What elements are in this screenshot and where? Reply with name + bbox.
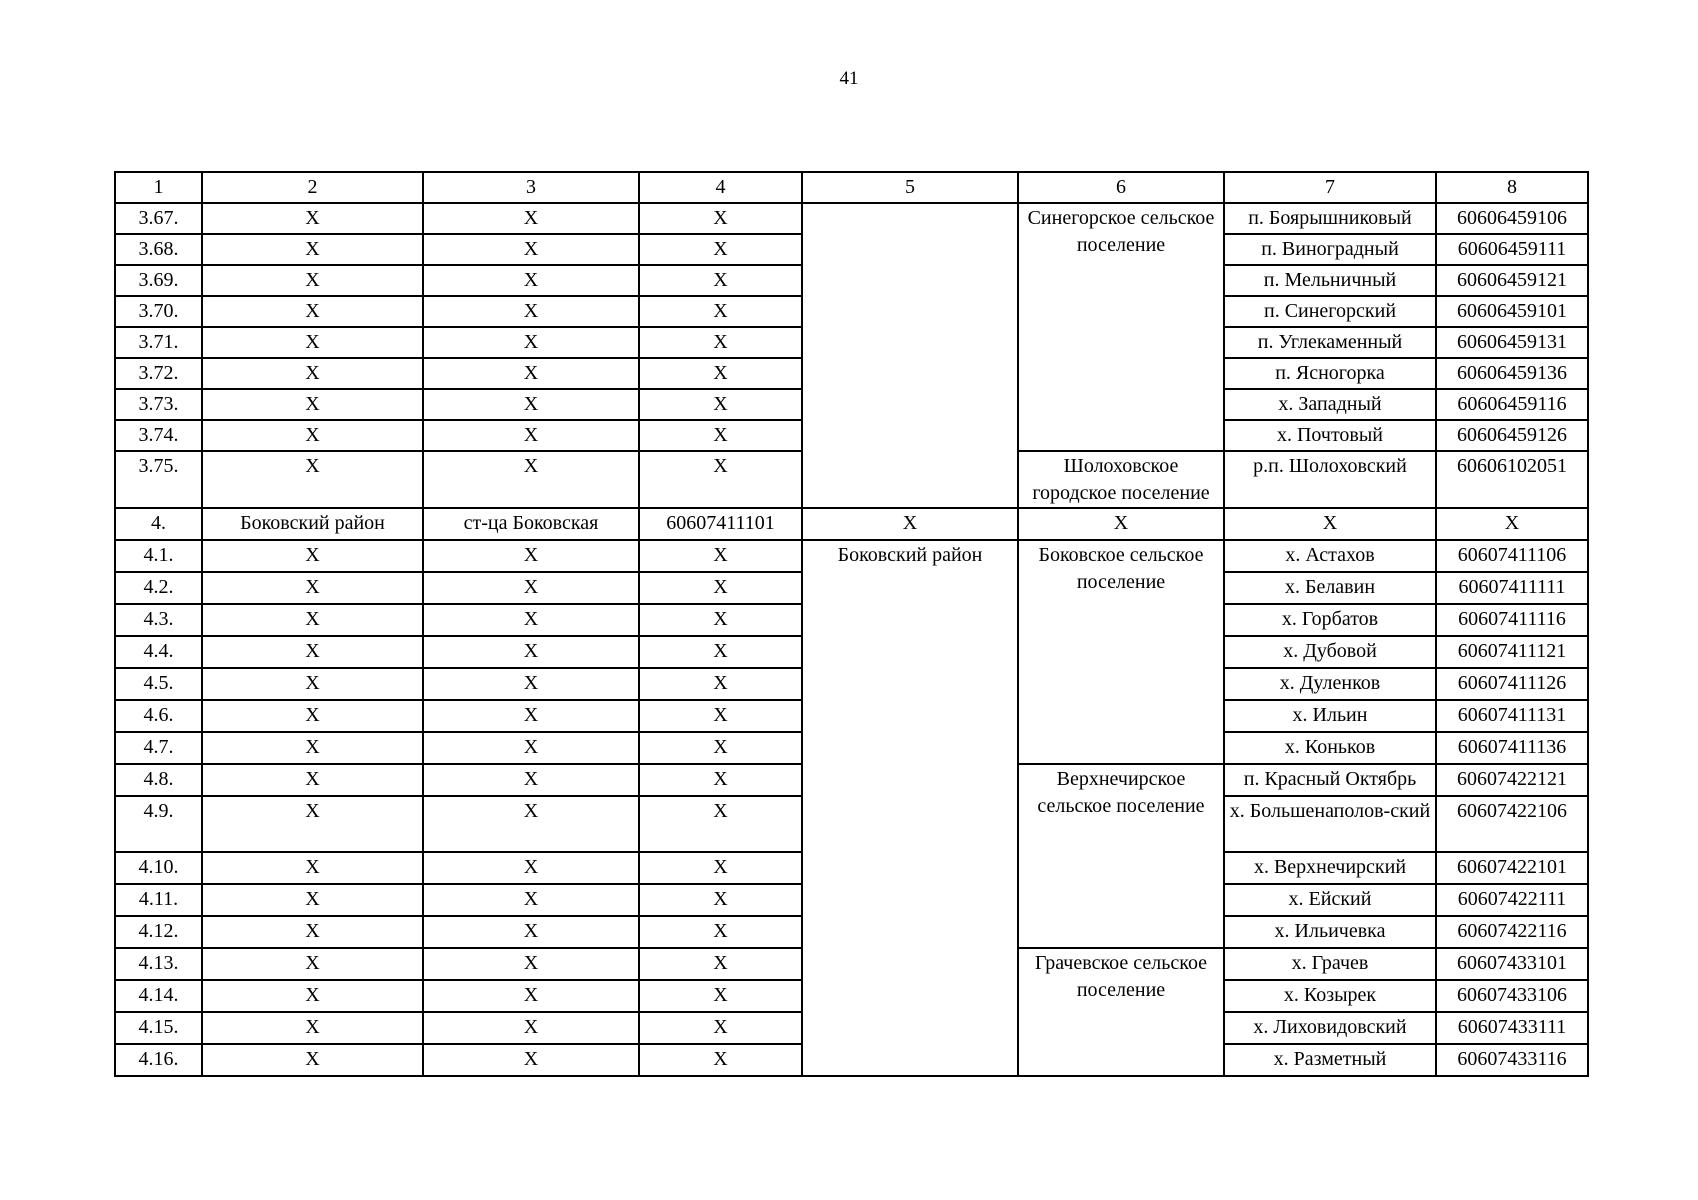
row-number: 4.2. bbox=[115, 572, 202, 604]
locality-cell: х. Ильин bbox=[1224, 700, 1436, 732]
district-row bbox=[115, 508, 1588, 540]
x-mark: Х bbox=[423, 764, 639, 796]
locality-cell: х. Белавин bbox=[1224, 572, 1436, 604]
x-mark: Х bbox=[639, 234, 802, 265]
locality-cell: п. Углекаменный bbox=[1224, 327, 1436, 358]
x-mark: Х bbox=[423, 796, 639, 852]
x-mark: Х bbox=[202, 540, 423, 572]
x-mark: Х bbox=[639, 1044, 802, 1076]
x-mark: Х bbox=[639, 389, 802, 420]
locality-cell: п. Ясногорка bbox=[1224, 358, 1436, 389]
row-number: 4.16. bbox=[115, 1044, 202, 1076]
row-number: 3.75. bbox=[115, 451, 202, 508]
row-number: 4.7. bbox=[115, 732, 202, 764]
x-mark: Х bbox=[423, 980, 639, 1012]
x-mark: Х bbox=[423, 668, 639, 700]
locality-cell: х. Ейский bbox=[1224, 884, 1436, 916]
x-mark: Х bbox=[1224, 508, 1436, 540]
x-mark: Х bbox=[423, 916, 639, 948]
x-mark: Х bbox=[202, 668, 423, 700]
locality-cell: х. Разметный bbox=[1224, 1044, 1436, 1076]
x-mark: Х bbox=[639, 358, 802, 389]
x-mark: Х bbox=[423, 948, 639, 980]
locality-cell: п. Синегорский bbox=[1224, 296, 1436, 327]
x-mark: Х bbox=[639, 203, 802, 234]
page-number: 41 bbox=[839, 68, 859, 89]
header-cell: 4 bbox=[639, 172, 802, 203]
x-mark: Х bbox=[202, 884, 423, 916]
row-number: 3.67. bbox=[115, 203, 202, 234]
row-number: 4.11. bbox=[115, 884, 202, 916]
x-mark: Х bbox=[423, 203, 639, 234]
row-number: 4.5. bbox=[115, 668, 202, 700]
locality-cell: п. Красный Октябрь bbox=[1224, 764, 1436, 796]
locality-cell: х. Коньков bbox=[1224, 732, 1436, 764]
row-number: 4. bbox=[115, 508, 202, 540]
oktmo-code-cell: 60606459136 bbox=[1436, 358, 1588, 389]
oktmo-code-cell: 60607411111 bbox=[1436, 572, 1588, 604]
oktmo-code-cell: 60607433116 bbox=[1436, 1044, 1588, 1076]
oktmo-code-cell: 60607422121 bbox=[1436, 764, 1588, 796]
x-mark: Х bbox=[202, 948, 423, 980]
oktmo-code-cell: 60607411126 bbox=[1436, 668, 1588, 700]
header-cell: 2 bbox=[202, 172, 423, 203]
x-mark: Х bbox=[423, 636, 639, 668]
row-number: 4.8. bbox=[115, 764, 202, 796]
oktmo-code-cell: 60607411131 bbox=[1436, 700, 1588, 732]
locality-cell: п. Мельничный bbox=[1224, 265, 1436, 296]
x-mark: Х bbox=[639, 327, 802, 358]
x-mark: Х bbox=[202, 451, 423, 508]
x-mark: Х bbox=[639, 916, 802, 948]
oktmo-code-cell: 60607422106 bbox=[1436, 796, 1588, 852]
table-row bbox=[115, 540, 1588, 572]
x-mark: Х bbox=[423, 604, 639, 636]
x-mark: Х bbox=[423, 451, 639, 508]
x-mark: Х bbox=[202, 203, 423, 234]
x-mark: Х bbox=[639, 636, 802, 668]
district-group-cell bbox=[802, 203, 1018, 508]
x-mark: Х bbox=[202, 1012, 423, 1044]
row-number: 3.73. bbox=[115, 389, 202, 420]
x-mark: Х bbox=[202, 852, 423, 884]
row-number: 4.6. bbox=[115, 700, 202, 732]
row-number: 4.14. bbox=[115, 980, 202, 1012]
oktmo-code-cell: 60606459106 bbox=[1436, 203, 1588, 234]
row-number: 4.12. bbox=[115, 916, 202, 948]
x-mark: Х bbox=[202, 389, 423, 420]
oktmo-code-cell: 60607411106 bbox=[1436, 540, 1588, 572]
row-number: 3.74. bbox=[115, 420, 202, 451]
header-cell: 1 bbox=[115, 172, 202, 203]
settlements-table bbox=[114, 171, 1589, 1077]
oktmo-code-cell: 60606459101 bbox=[1436, 296, 1588, 327]
table-header-row bbox=[115, 172, 1588, 203]
x-mark: Х bbox=[423, 358, 639, 389]
oktmo-code-cell: 60607411116 bbox=[1436, 604, 1588, 636]
x-mark: Х bbox=[202, 420, 423, 451]
locality-cell: р.п. Шолоховский bbox=[1224, 451, 1436, 508]
x-mark: Х bbox=[639, 296, 802, 327]
locality-cell: х. Большенаполов-ский bbox=[1224, 796, 1436, 852]
x-mark: Х bbox=[202, 358, 423, 389]
x-mark: Х bbox=[423, 420, 639, 451]
row-number: 4.10. bbox=[115, 852, 202, 884]
x-mark: Х bbox=[639, 604, 802, 636]
header-cell: 6 bbox=[1018, 172, 1224, 203]
x-mark: Х bbox=[639, 796, 802, 852]
settlement-group-cell: Верхнечирское сельское поселение bbox=[1018, 764, 1224, 948]
district-cell: Боковский район bbox=[202, 508, 423, 540]
x-mark: Х bbox=[202, 764, 423, 796]
x-mark: Х bbox=[202, 327, 423, 358]
oktmo-code-cell: 60607411136 bbox=[1436, 732, 1588, 764]
settlement-group-cell: Грачевское сельское поселение bbox=[1018, 948, 1224, 1076]
admin-center-cell: ст-ца Боковская bbox=[423, 508, 639, 540]
locality-cell: п. Боярышниковый bbox=[1224, 203, 1436, 234]
locality-cell: х. Почтовый bbox=[1224, 420, 1436, 451]
oktmo-code-cell: 60607422116 bbox=[1436, 916, 1588, 948]
x-mark: Х bbox=[639, 948, 802, 980]
locality-cell: х. Грачев bbox=[1224, 948, 1436, 980]
district-group-cell: Боковский район bbox=[802, 540, 1018, 1076]
x-mark: Х bbox=[202, 796, 423, 852]
oktmo-code-cell: 60607422101 bbox=[1436, 852, 1588, 884]
locality-cell: х. Верхнечирский bbox=[1224, 852, 1436, 884]
locality-cell: х. Козырек bbox=[1224, 980, 1436, 1012]
x-mark: Х bbox=[202, 234, 423, 265]
x-mark: Х bbox=[202, 265, 423, 296]
x-mark: Х bbox=[423, 389, 639, 420]
row-number: 3.72. bbox=[115, 358, 202, 389]
x-mark: Х bbox=[639, 764, 802, 796]
x-mark: Х bbox=[423, 732, 639, 764]
x-mark: Х bbox=[1018, 508, 1224, 540]
x-mark: Х bbox=[202, 604, 423, 636]
settlement-group-cell: Боковское сельское поселение bbox=[1018, 540, 1224, 764]
x-mark: Х bbox=[639, 668, 802, 700]
x-mark: Х bbox=[639, 852, 802, 884]
x-mark: Х bbox=[639, 265, 802, 296]
x-mark: Х bbox=[423, 234, 639, 265]
locality-cell: х. Дуленков bbox=[1224, 668, 1436, 700]
x-mark: Х bbox=[423, 884, 639, 916]
header-cell: 8 bbox=[1436, 172, 1588, 203]
locality-cell: х. Горбатов bbox=[1224, 604, 1436, 636]
locality-cell: х. Астахов bbox=[1224, 540, 1436, 572]
x-mark: Х bbox=[1436, 508, 1588, 540]
row-number: 3.68. bbox=[115, 234, 202, 265]
oktmo-code-cell: 60607411121 bbox=[1436, 636, 1588, 668]
oktmo-code-cell: 60606102051 bbox=[1436, 451, 1588, 508]
row-number: 4.15. bbox=[115, 1012, 202, 1044]
x-mark: Х bbox=[423, 700, 639, 732]
locality-cell: п. Виноградный bbox=[1224, 234, 1436, 265]
x-mark: Х bbox=[639, 540, 802, 572]
oktmo-code-cell: 60607433106 bbox=[1436, 980, 1588, 1012]
locality-cell: х. Западный bbox=[1224, 389, 1436, 420]
x-mark: Х bbox=[639, 420, 802, 451]
x-mark: Х bbox=[202, 916, 423, 948]
oktmo-code-cell: 60606459131 bbox=[1436, 327, 1588, 358]
x-mark: Х bbox=[423, 852, 639, 884]
x-mark: Х bbox=[639, 884, 802, 916]
x-mark: Х bbox=[202, 572, 423, 604]
oktmo-code-cell: 60607433111 bbox=[1436, 1012, 1588, 1044]
row-number: 4.1. bbox=[115, 540, 202, 572]
x-mark: Х bbox=[202, 1044, 423, 1076]
x-mark: Х bbox=[423, 572, 639, 604]
x-mark: Х bbox=[802, 508, 1018, 540]
locality-cell: х. Лиховидовский bbox=[1224, 1012, 1436, 1044]
header-cell: 3 bbox=[423, 172, 639, 203]
oktmo-code-cell: 60607411101 bbox=[639, 508, 802, 540]
x-mark: Х bbox=[423, 296, 639, 327]
x-mark: Х bbox=[202, 732, 423, 764]
settlement-group-cell: Синегорское сельское поселение bbox=[1018, 203, 1224, 451]
table-row bbox=[115, 203, 1588, 234]
oktmo-code-cell: 60606459126 bbox=[1436, 420, 1588, 451]
x-mark: Х bbox=[202, 636, 423, 668]
row-number: 4.4. bbox=[115, 636, 202, 668]
locality-cell: х. Ильичевка bbox=[1224, 916, 1436, 948]
x-mark: Х bbox=[639, 980, 802, 1012]
x-mark: Х bbox=[639, 572, 802, 604]
row-number: 4.9. bbox=[115, 796, 202, 852]
x-mark: Х bbox=[639, 451, 802, 508]
x-mark: Х bbox=[202, 980, 423, 1012]
x-mark: Х bbox=[423, 327, 639, 358]
x-mark: Х bbox=[639, 700, 802, 732]
row-number: 4.3. bbox=[115, 604, 202, 636]
x-mark: Х bbox=[423, 265, 639, 296]
oktmo-code-cell: 60606459121 bbox=[1436, 265, 1588, 296]
row-number: 3.70. bbox=[115, 296, 202, 327]
x-mark: Х bbox=[202, 700, 423, 732]
x-mark: Х bbox=[423, 540, 639, 572]
row-number: 4.13. bbox=[115, 948, 202, 980]
header-cell: 7 bbox=[1224, 172, 1436, 203]
x-mark: Х bbox=[639, 1012, 802, 1044]
header-cell: 5 bbox=[802, 172, 1018, 203]
locality-cell: х. Дубовой bbox=[1224, 636, 1436, 668]
settlement-group-cell: Шолоховское городское поселение bbox=[1018, 451, 1224, 508]
row-number: 3.69. bbox=[115, 265, 202, 296]
oktmo-code-cell: 60606459111 bbox=[1436, 234, 1588, 265]
table-body bbox=[115, 172, 1588, 1076]
oktmo-code-cell: 60606459116 bbox=[1436, 389, 1588, 420]
x-mark: Х bbox=[423, 1012, 639, 1044]
x-mark: Х bbox=[202, 296, 423, 327]
x-mark: Х bbox=[423, 1044, 639, 1076]
row-number: 3.71. bbox=[115, 327, 202, 358]
oktmo-code-cell: 60607422111 bbox=[1436, 884, 1588, 916]
x-mark: Х bbox=[639, 732, 802, 764]
oktmo-code-cell: 60607433101 bbox=[1436, 948, 1588, 980]
